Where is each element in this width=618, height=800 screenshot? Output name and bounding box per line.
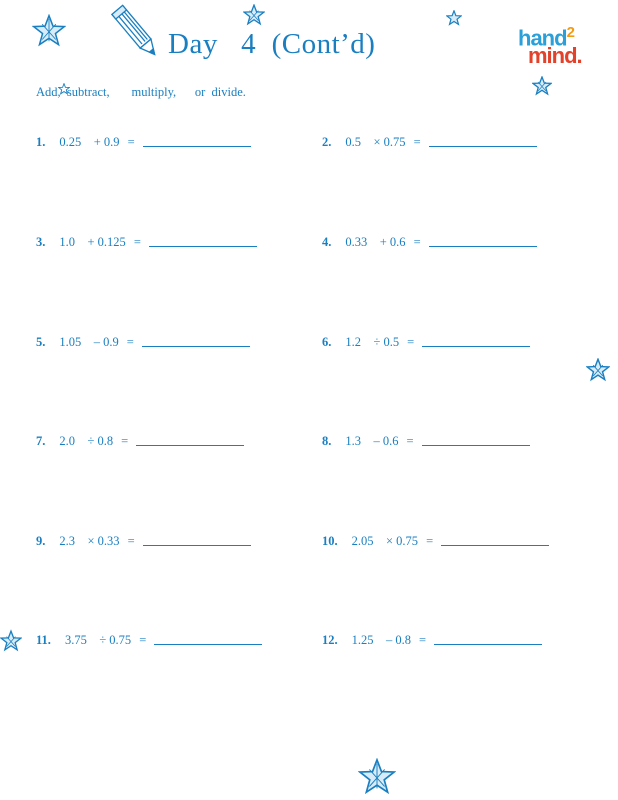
problem-number: 1.: [36, 135, 46, 149]
equals-sign: =: [127, 135, 135, 149]
problem-number: 4.: [322, 235, 332, 249]
answer-line[interactable]: [422, 345, 530, 347]
logo-top-text: hand$^2$: [518, 24, 574, 51]
answer-line[interactable]: [143, 544, 251, 546]
equals-sign: =: [139, 633, 147, 647]
equals-sign: =: [406, 434, 414, 448]
equals-sign: =: [419, 633, 427, 647]
problem-expression: 2.3 × 0.33: [59, 534, 120, 548]
problem-expression: 0.25 + 0.9: [59, 135, 120, 149]
problem-9: [36, 534, 251, 549]
problem-12: [322, 633, 542, 648]
equals-sign: =: [133, 235, 141, 249]
equals-sign: =: [126, 335, 134, 349]
equals-sign: =: [413, 135, 421, 149]
pencil-icon: [108, 0, 168, 66]
answer-line[interactable]: [149, 245, 257, 247]
problem-expression: 1.2 ÷ 0.5: [345, 335, 400, 349]
answer-line[interactable]: [422, 444, 530, 446]
equals-sign: =: [127, 534, 135, 548]
answer-line[interactable]: [429, 145, 537, 147]
problem-number: 11.: [36, 633, 51, 647]
answer-line[interactable]: [143, 145, 251, 147]
equals-sign: =: [121, 434, 129, 448]
equals-sign: =: [426, 534, 434, 548]
star-icon: [586, 358, 610, 382]
problem-expression: 0.5 × 0.75: [345, 135, 406, 149]
problem-number: 2.: [322, 135, 332, 149]
hand2mind-logo: [518, 24, 592, 68]
problem-number: 3.: [36, 235, 46, 249]
star-icon: [532, 76, 552, 96]
equals-sign: =: [407, 335, 415, 349]
star-icon: [446, 10, 462, 26]
problem-1: [36, 135, 251, 150]
problem-number: 8.: [322, 434, 332, 448]
problem-expression: 2.05 × 0.75: [351, 534, 419, 548]
problem-7: [36, 434, 244, 449]
problem-number: 5.: [36, 335, 46, 349]
problem-number: 7.: [36, 434, 46, 448]
problem-11: [36, 633, 262, 648]
star-icon: [243, 4, 265, 26]
problem-expression: 1.25 – 0.8: [351, 633, 411, 647]
problem-number: 10.: [322, 534, 338, 548]
instructions: Add, subtract, multiply, or divide.: [36, 85, 246, 99]
answer-line[interactable]: [429, 245, 537, 247]
problem-expression: 1.0 + 0.125: [59, 235, 126, 249]
problem-5: [36, 335, 250, 350]
problem-expression: 0.33 + 0.6: [345, 235, 406, 249]
problem-6: [322, 335, 530, 350]
answer-line[interactable]: [142, 345, 250, 347]
page-title: Day 4 (Cont’d): [168, 28, 376, 60]
problem-expression: 1.05 – 0.9: [59, 335, 119, 349]
star-icon: [0, 628, 22, 654]
equals-sign: =: [413, 235, 421, 249]
answer-line[interactable]: [434, 643, 542, 645]
problem-number: 12.: [322, 633, 338, 647]
problem-expression: 1.3 – 0.6: [345, 434, 399, 448]
problem-number: 6.: [322, 335, 332, 349]
problem-expression: 3.75 ÷ 0.75: [64, 633, 132, 647]
star-icon: [32, 14, 66, 48]
problem-2: [322, 135, 537, 150]
answer-line[interactable]: [154, 643, 262, 645]
problem-number: 9.: [36, 534, 46, 548]
problem-expression: 2.0 ÷ 0.8: [59, 434, 114, 448]
problem-8: [322, 434, 530, 449]
answer-line[interactable]: [441, 544, 549, 546]
logo-bottom-text: mind.: [528, 43, 582, 68]
problem-3: [36, 235, 257, 250]
star-icon: [358, 758, 396, 796]
answer-line[interactable]: [136, 444, 244, 446]
problem-4: [322, 235, 537, 250]
problem-10: [322, 534, 549, 549]
